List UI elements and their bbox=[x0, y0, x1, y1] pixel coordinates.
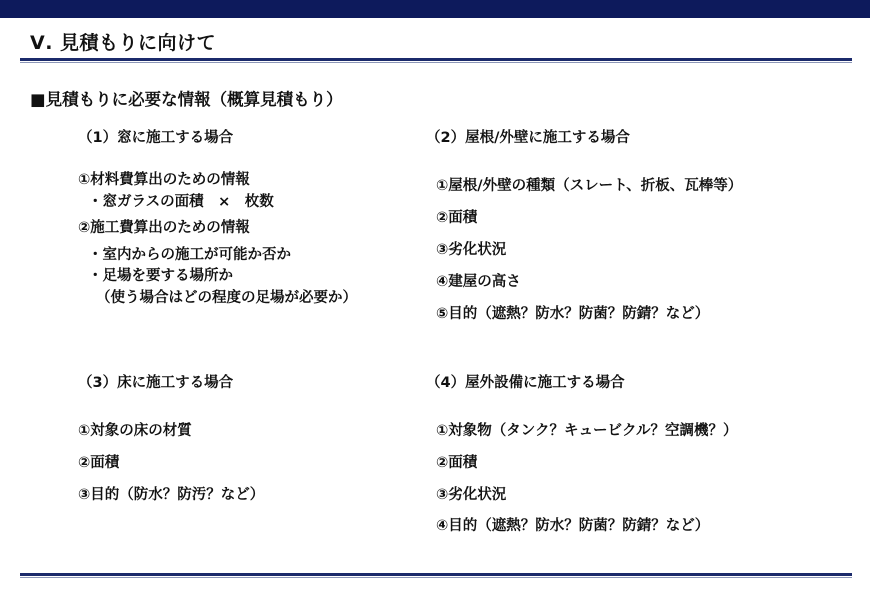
roof-wall-line-1: ①屋根/外壁の種類（スレート、折板、瓦棒等） bbox=[436, 178, 743, 194]
top-banner bbox=[0, 0, 870, 18]
footer-divider-thin bbox=[20, 577, 852, 578]
title-divider bbox=[20, 58, 852, 61]
roof-wall-line-2: ②面積 bbox=[436, 210, 478, 226]
roof-wall-line-4: ④建屋の高さ bbox=[436, 274, 521, 290]
roof-wall-line-3: ③劣化状況 bbox=[436, 242, 507, 258]
window-line-1: ①材料費算出のための情報 bbox=[78, 172, 250, 188]
floor-heading: （3）床に施工する場合 bbox=[78, 375, 234, 391]
section-heading: ■見積もりに必要な情報（概算見積もり） bbox=[30, 90, 343, 109]
window-line-6: （使う場合はどの程度の足場が必要か） bbox=[96, 290, 357, 306]
title-divider-thin bbox=[20, 62, 852, 63]
outdoor-equipment-line-2: ②面積 bbox=[436, 455, 478, 471]
footer-divider bbox=[20, 573, 852, 576]
outdoor-equipment-line-1: ①対象物（タンク？キュービクル？空調機？） bbox=[436, 423, 738, 439]
outdoor-equipment-line-4: ④目的（遮熱？防水？防菌？防錆？など） bbox=[436, 518, 710, 534]
roof-wall-line-5: ⑤目的（遮熱？防水？防菌？防錆？など） bbox=[436, 306, 710, 322]
window-line-5: ・足場を要する場所か bbox=[88, 268, 233, 284]
floor-line-1: ①対象の床の材質 bbox=[78, 423, 192, 439]
window-line-2: ・窓ガラスの面積 × 枚数 bbox=[88, 194, 274, 210]
floor-line-2: ②面積 bbox=[78, 455, 120, 471]
slide-title: Ⅴ. 見積もりに向けて bbox=[30, 32, 217, 54]
window-line-4: ・室内からの施工が可能か否か bbox=[88, 247, 291, 263]
window-line-3: ②施工費算出のための情報 bbox=[78, 220, 250, 236]
window-heading: （1）窓に施工する場合 bbox=[78, 130, 234, 146]
roof-wall-heading: （2）屋根/外壁に施工する場合 bbox=[426, 130, 630, 146]
outdoor-equipment-heading: （4）屋外設備に施工する場合 bbox=[426, 375, 625, 391]
floor-line-3: ③目的（防水？防汚？など） bbox=[78, 487, 265, 503]
outdoor-equipment-line-3: ③劣化状況 bbox=[436, 487, 507, 503]
